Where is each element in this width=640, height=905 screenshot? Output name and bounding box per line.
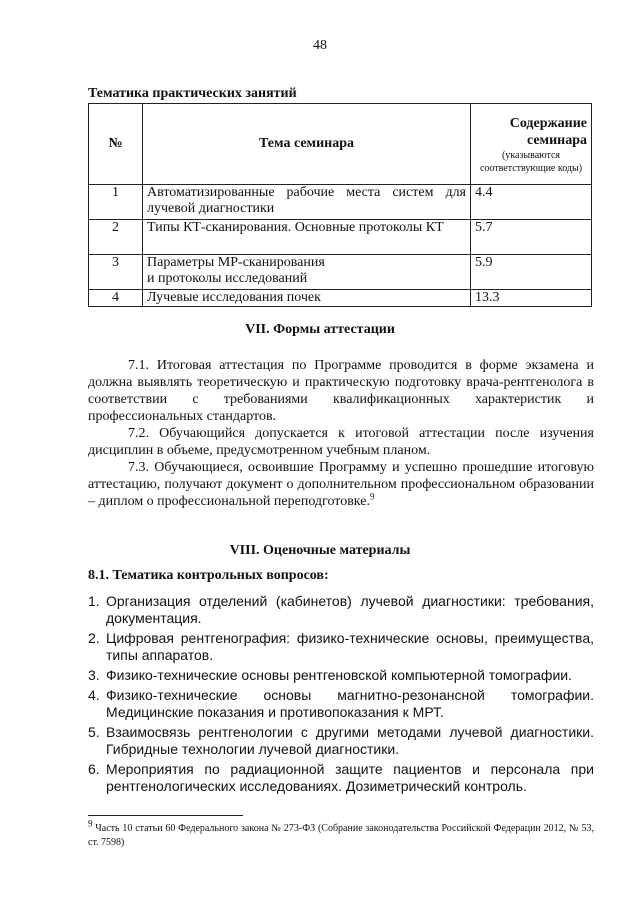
footnote-text: Часть 10 статьи 60 Федерального закона № 273-ФЗ (Собрание законодательства Российской Федерации 2012, № 53, ст. 7598) bbox=[88, 823, 594, 848]
header-topic: Тема семинара bbox=[143, 104, 471, 185]
row-topic: Типы КТ-сканирования. Основные протоколы КТ bbox=[143, 220, 471, 255]
control-questions-list bbox=[88, 593, 594, 798]
row-num: 2 bbox=[89, 220, 143, 255]
list-item-text: Взаимосвязь рентгенологии с другими методами лучевой диагностики. Гибридные технологии лучевой диагностики. bbox=[106, 724, 594, 757]
table-header-row bbox=[89, 104, 592, 185]
footnote-reference[interactable]: 9 bbox=[369, 491, 375, 502]
footnote-mark: 9 bbox=[88, 818, 93, 829]
section-7-heading: VII. Формы аттестации bbox=[245, 322, 395, 337]
row-code: 5.7 bbox=[471, 220, 592, 255]
list-item-number: 3. bbox=[88, 667, 100, 683]
table-row bbox=[89, 185, 592, 220]
paragraph-7-1: 7.1. Итоговая аттестация по Программе проводится в форме экзамена и должна выявлять теоретическую и практическую подготовку врача-рентгенолога в соответствии с требованиями квалификационных характеристик и профессиональных стандартов. bbox=[88, 358, 594, 424]
header-content bbox=[471, 104, 592, 185]
list-item-text: Цифровая рентгенография: физико-технические основы, преимущества, типы аппаратов. bbox=[106, 630, 594, 663]
row-topic bbox=[143, 255, 471, 290]
list-item bbox=[88, 630, 594, 664]
paragraph-7-3-text: 7.3. Обучающиеся, освоившие Программу и успешно прошедшие итоговую аттестацию, получают документ о дополнительном профессиональном образовании – диплом о профессиональной переподготовке. bbox=[88, 460, 594, 509]
paragraph-7-2: 7.2. Обучающийся допускается к итоговой аттестации после изучения дисциплин в объеме, предусмотренном учебным планом. bbox=[88, 426, 594, 458]
row-code: 13.3 bbox=[471, 290, 592, 307]
table-row bbox=[89, 290, 592, 307]
row-code: 4.4 bbox=[471, 185, 592, 220]
paragraph-7-3 bbox=[88, 459, 594, 510]
header-content-sub: (указываются соответствующие коды) bbox=[479, 150, 583, 174]
footnote bbox=[88, 818, 594, 850]
table-row bbox=[89, 255, 592, 290]
list-item-text: Физико-технические основы магнитно-резонансной томографии. Медицинские показания и противопоказания к МРТ. bbox=[106, 687, 594, 720]
list-item bbox=[88, 593, 594, 627]
row-num: 4 bbox=[89, 290, 143, 307]
header-num: № bbox=[89, 104, 143, 185]
list-item-text: Мероприятия по радиационной защите пациентов и персонала при рентгенологических исследованиях. Дозиметрический контроль. bbox=[106, 761, 594, 794]
list-item bbox=[88, 687, 594, 721]
list-item-text: Организация отделений (кабинетов) лучевой диагностики: требования, документация. bbox=[106, 593, 594, 626]
list-item-number: 1. bbox=[88, 593, 100, 609]
list-item bbox=[88, 724, 594, 758]
row-code: 5.9 bbox=[471, 255, 592, 290]
section-8-heading: VIII. Оценочные материалы bbox=[229, 543, 411, 558]
section-7-body bbox=[88, 357, 594, 510]
section-8-1-heading: 8.1. Тематика контрольных вопросов: bbox=[88, 568, 329, 583]
list-item bbox=[88, 761, 594, 795]
row-topic-line: Параметры МР-сканирования bbox=[147, 255, 325, 270]
table-title: Тематика практических занятий bbox=[88, 86, 297, 101]
list-item-number: 5. bbox=[88, 724, 100, 740]
list-item-number: 4. bbox=[88, 687, 100, 703]
row-topic: Лучевые исследования почек bbox=[143, 290, 471, 307]
page-number: 48 bbox=[313, 38, 327, 53]
row-num: 1 bbox=[89, 185, 143, 220]
row-topic: Автоматизированные рабочие места систем для лучевой диагностики bbox=[143, 185, 471, 220]
row-num: 3 bbox=[89, 255, 143, 290]
header-content-main: Содержание семинара bbox=[509, 116, 587, 148]
list-item-text: Физико-технические основы рентгеновской компьютерной томографии. bbox=[106, 667, 572, 683]
seminar-table bbox=[88, 103, 592, 307]
list-item-number: 2. bbox=[88, 630, 100, 646]
row-topic-line: и протоколы исследований bbox=[147, 271, 308, 286]
footnote-divider bbox=[88, 815, 243, 816]
list-item bbox=[88, 667, 594, 684]
table-row bbox=[89, 220, 592, 255]
list-item-number: 6. bbox=[88, 761, 100, 777]
